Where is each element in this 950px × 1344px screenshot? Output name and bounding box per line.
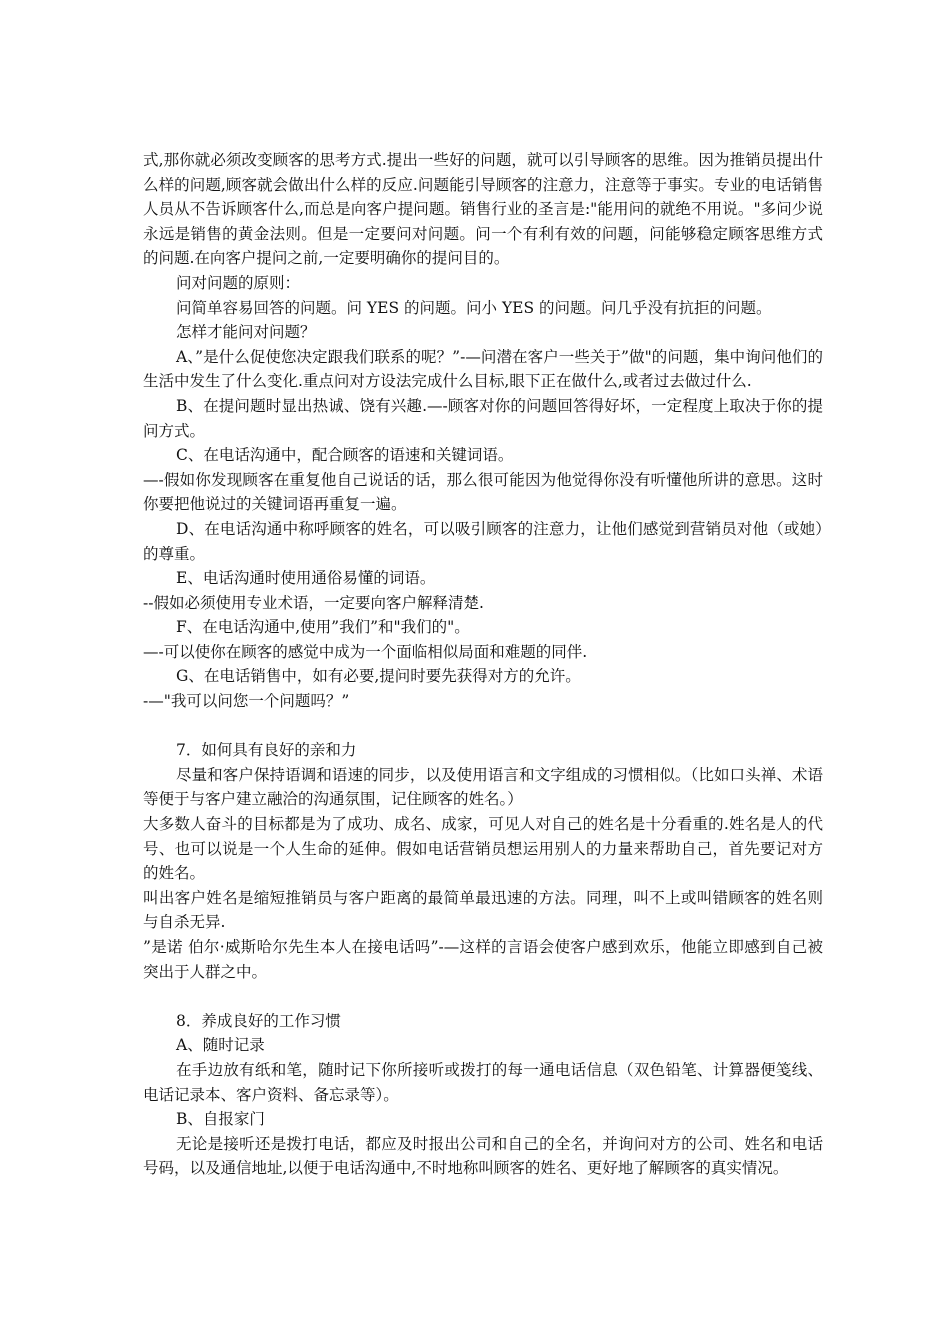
paragraph: 尽量和客户保持语调和语速的同步，以及使用语言和文字组成的习惯相似。（比如口头禅、术语等便于与客户建立融洽的沟通氛围，记住顾客的姓名。） bbox=[143, 765, 823, 809]
paragraph: F、在电话沟通中,使用”我们”和"我们的"。 bbox=[176, 618, 470, 637]
paragraph: A、随时记录 bbox=[176, 1036, 265, 1055]
paragraph: 无论是接听还是拨打电话，都应及时报出公司和自己的全名，并询问对方的公司、姓名和电话号码，以及通信地址,以便于电话沟通中,不时地称叫顾客的姓名、更好地了解顾客的真实情况。 bbox=[143, 1134, 823, 1178]
paragraph: -—"我可以问您一个问题吗？” bbox=[143, 692, 350, 711]
paragraph: 叫出客户姓名是缩短推销员与客户距离的最简单最迅速的方法。同理，叫不上或叫错顾客的姓名则与自杀无异. bbox=[143, 888, 823, 932]
paragraph: B、在提问题时显出热诚、饶有兴趣.—-顾客对你的问题回答得好坏，一定程度上取决于你的提问方式。 bbox=[143, 396, 823, 440]
paragraph: —-假如你发现顾客在重复他自己说话的话，那么很可能因为他觉得你没有听懂他所讲的意思。这时你要把他说过的关键词语再重复一遍。 bbox=[143, 470, 823, 514]
paragraph: --假如必须使用专业术语，一定要向客户解释清楚. bbox=[143, 593, 484, 612]
document-body bbox=[143, 148, 823, 1181]
paragraph: E、电话沟通时使用通俗易懂的词语。 bbox=[176, 569, 436, 588]
paragraph: —-可以使你在顾客的感觉中成为一个面临相似局面和难题的同伴. bbox=[143, 642, 588, 661]
blank-line bbox=[143, 984, 823, 1009]
paragraph: G、在电话销售中，如有必要,提问时要先获得对方的允许。 bbox=[176, 667, 581, 686]
paragraph: C、在电话沟通中，配合顾客的语速和关键词语。 bbox=[176, 446, 514, 465]
paragraph: 问简单容易回答的问题。问 YES 的问题。问小 YES 的问题。问几乎没有抗拒的问题。 bbox=[176, 298, 772, 317]
paragraph: 大多数人奋斗的目标都是为了成功、成名、成家，可见人对自己的姓名是十分看重的.姓名是人的代号、也可以说是一个人生命的延伸。假如电话营销员想运用别人的力量来帮助自己，首先要记对方的姓名。 bbox=[143, 815, 823, 883]
paragraph: D、在电话沟通中称呼顾客的姓名，可以吸引顾客的注意力，让他们感觉到营销员对他（或她）的尊重。 bbox=[143, 519, 823, 563]
paragraph: 7．如何具有良好的亲和力 bbox=[176, 741, 357, 760]
paragraph: 8．养成良好的工作习惯 bbox=[176, 1011, 341, 1030]
paragraph: 式,那你就必须改变顾客的思考方式.提出一些好的问题，就可以引导顾客的思维。因为推销员提出什么样的问题,顾客就会做出什么样的反应.问题能引导顾客的注意力，注意等于事实。专业的电话销售人员从不告诉顾客什么,而总是向客户提问题。销售行业的圣言是:"能用问的就绝不用说。"多问少说永远是销售的黄金法则。但是一定要问对问题。问一个有利有效的问题，问能够稳定顾客思维方式的问题.在向客户提问之前,一定要明确你的提问目的。 bbox=[143, 151, 823, 268]
paragraph: ”是诺 伯尔·威斯哈尔先生本人在接电话吗”-—这样的言语会使客户感到欢乐，他能立即感到自己被突出于人群之中。 bbox=[143, 938, 823, 981]
blank-line bbox=[143, 714, 823, 739]
paragraph: B、自报家门 bbox=[176, 1110, 265, 1129]
paragraph: 在手边放有纸和笔，随时记下你所接听或拨打的每一通电话信息（双色铅笔、计算器便笺线、电话记录本、客户资料、备忘录等）。 bbox=[143, 1060, 823, 1104]
paragraph: 问对问题的原则： bbox=[176, 273, 301, 292]
paragraph: A、”是什么促使您决定跟我们联系的呢？”-—问潜在客户一些关于”做"的问题，集中询问他们的生活中发生了什么变化.重点问对方设法完成什么目标,眼下正在做什么,或者过去做过什么. bbox=[143, 347, 823, 391]
paragraph: 怎样才能问对问题？ bbox=[176, 323, 316, 342]
